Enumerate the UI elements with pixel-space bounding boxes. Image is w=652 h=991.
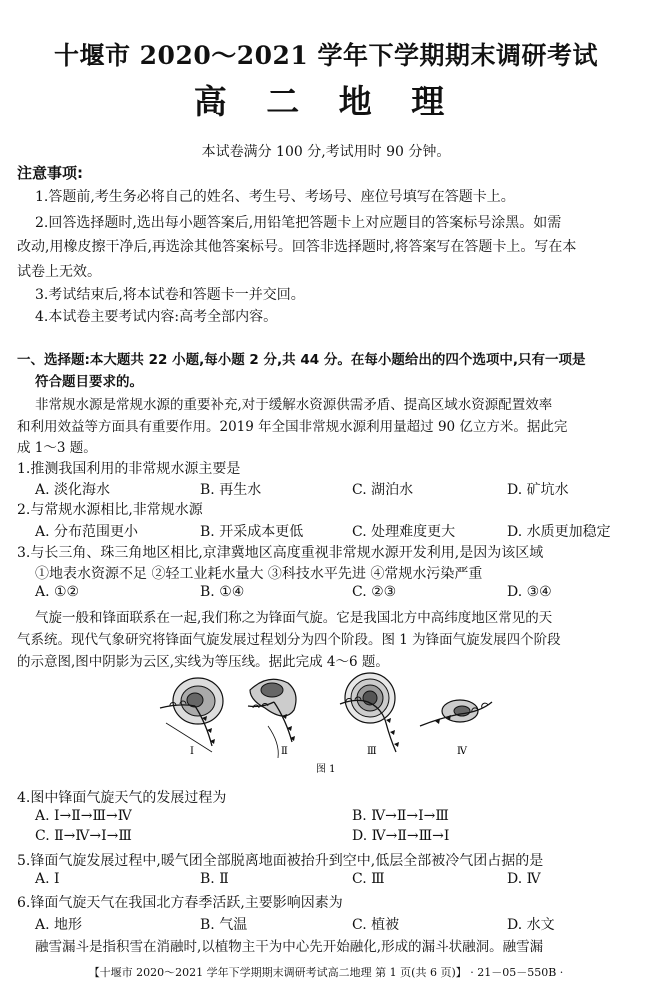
q3-option-c: C. ②③ (352, 584, 397, 600)
stage-label: Ⅳ (457, 746, 467, 757)
q1-option-c: C. 湖泊水 (352, 482, 414, 498)
q2-option-d: D. 水质更加稳定 (507, 524, 611, 540)
q4-option-a: A. Ⅰ→Ⅱ→Ⅲ→Ⅳ (35, 808, 132, 824)
passage-line: 成 1～3 题。 (17, 440, 97, 456)
notice-item: 4.本试卷主要考试内容:高考全部内容。 (35, 309, 278, 325)
q1-option-a: A. 淡化海水 (35, 482, 111, 498)
q4-option-c: C. Ⅱ→Ⅳ→Ⅰ→Ⅲ (35, 828, 132, 844)
q5-option-d: D. Ⅳ (507, 871, 541, 887)
exam-title: 十堰市 2020～2021 学年下学期期末调研考试 (53, 41, 599, 70)
cyclone-stages-figure (150, 668, 500, 776)
notice-item: 3.考试结束后,将本试卷和答题卡一并交回。 (35, 287, 305, 303)
notice-item: 改动,用橡皮擦干净后,再选涂其他答案标号。回答非选择题时,将答案写在答题卡上。写在本 (17, 239, 577, 255)
question-6-stem: 6.锋面气旋天气在我国北方春季活跃,主要影响因素为 (17, 895, 343, 911)
exam-info: 本试卷满分 100 分,考试用时 90 分钟。 (201, 144, 451, 160)
q3-option-a: A. ①② (35, 584, 80, 600)
question-1-stem: 1.推测我国利用的非常规水源主要是 (17, 461, 241, 477)
question-3-stem: 3.与长三角、珠三角地区相比,京津冀地区高度重视非常规水源开发利用,是因为该区域 (17, 545, 544, 561)
q2-option-b: B. 开采成本更低 (200, 524, 304, 540)
q5-option-a: A. Ⅰ (35, 871, 60, 887)
stage-label: Ⅱ (281, 746, 288, 757)
q6-option-a: A. 地形 (35, 917, 83, 933)
q3-option-b: B. ①④ (200, 584, 245, 600)
notice-item: 1.答题前,考生务必将自己的姓名、考生号、考场号、座位号填写在答题卡上。 (35, 189, 515, 205)
q5-option-b: B. Ⅱ (200, 871, 229, 887)
section-heading: 一、选择题:本大题共 22 小题,每小题 2 分,共 44 分。在每小题给出的四个选项中,只有一项是 (17, 352, 586, 368)
q6-option-b: B. 气温 (200, 917, 248, 933)
q2-option-a: A. 分布范围更小 (35, 524, 139, 540)
passage-line: 的示意图,图中阴影为云区,实线为等压线。据此完成 4～6 题。 (17, 654, 389, 670)
q4-option-d: D. Ⅳ→Ⅱ→Ⅲ→Ⅰ (352, 828, 450, 844)
q1-option-b: B. 再生水 (200, 482, 262, 498)
figure-caption: 图 1 (316, 764, 336, 775)
q4-option-b: B. Ⅳ→Ⅱ→Ⅰ→Ⅲ (352, 808, 449, 824)
passage-line: 和利用效益等方面具有重要作用。2019 年全国非常规水源利用量超过 90 亿立方米。据此完 (17, 419, 568, 435)
stage-1-diagram (160, 678, 223, 752)
question-5-stem: 5.锋面气旋发展过程中,暖气团全部脱离地面被抬升到空中,低层全部被冷气团占据的是 (17, 853, 544, 869)
page-footer: 【十堰市 2020～2021 学年下学期期末调研考试高二地理 第 1 页(共 6 页)】 · 21－05－550B · (88, 966, 564, 979)
q3-option-d: D. ③④ (507, 584, 552, 600)
stage-4-diagram (420, 700, 492, 726)
stage-label: Ⅲ (367, 746, 377, 757)
notice-item: 试卷上无效。 (17, 264, 101, 280)
question-4-stem: 4.图中锋面气旋天气的发展过程为 (17, 790, 227, 806)
stage-2-diagram (248, 679, 296, 758)
q6-option-c: C. 植被 (352, 917, 400, 933)
q2-option-c: C. 处理难度更大 (352, 524, 456, 540)
stage-3-diagram (340, 673, 399, 752)
passage-line: 气系统。现代气象研究将锋面气旋发展过程划分为四个阶段。图 1 为锋面气旋发展四个阶段 (17, 632, 561, 648)
q5-option-c: C. Ⅲ (352, 871, 385, 887)
stage-label: Ⅰ (190, 746, 194, 757)
subject-title: 高 二 地 理 (193, 82, 459, 121)
passage-line: 气旋一般和锋面联系在一起,我们称之为锋面气旋。它是我国北方中高纬度地区常见的天 (35, 610, 553, 626)
question-2-stem: 2.与常规水源相比,非常规水源 (17, 502, 203, 518)
section-heading-cont: 符合题目要求的。 (35, 374, 143, 390)
q1-option-d: D. 矿坑水 (507, 482, 569, 498)
passage-line: 融雪漏斗是指积雪在消融时,以植物主干为中心先开始融化,形成的漏斗状融洞。融雪漏 (35, 939, 544, 955)
notice-heading: 注意事项: (17, 164, 83, 182)
notice-item: 2.回答选择题时,选出每小题答案后,用铅笔把答题卡上对应题目的答案标号涂黑。如需 (35, 215, 562, 231)
q3-statements: ①地表水资源不足 ②轻工业耗水量大 ③科技水平先进 ④常规水污染严重 (35, 566, 483, 582)
passage-line: 非常规水源是常规水源的重要补充,对于缓解水资源供需矛盾、提高区域水资源配置效率 (35, 397, 553, 413)
q6-option-d: D. 水文 (507, 917, 555, 933)
